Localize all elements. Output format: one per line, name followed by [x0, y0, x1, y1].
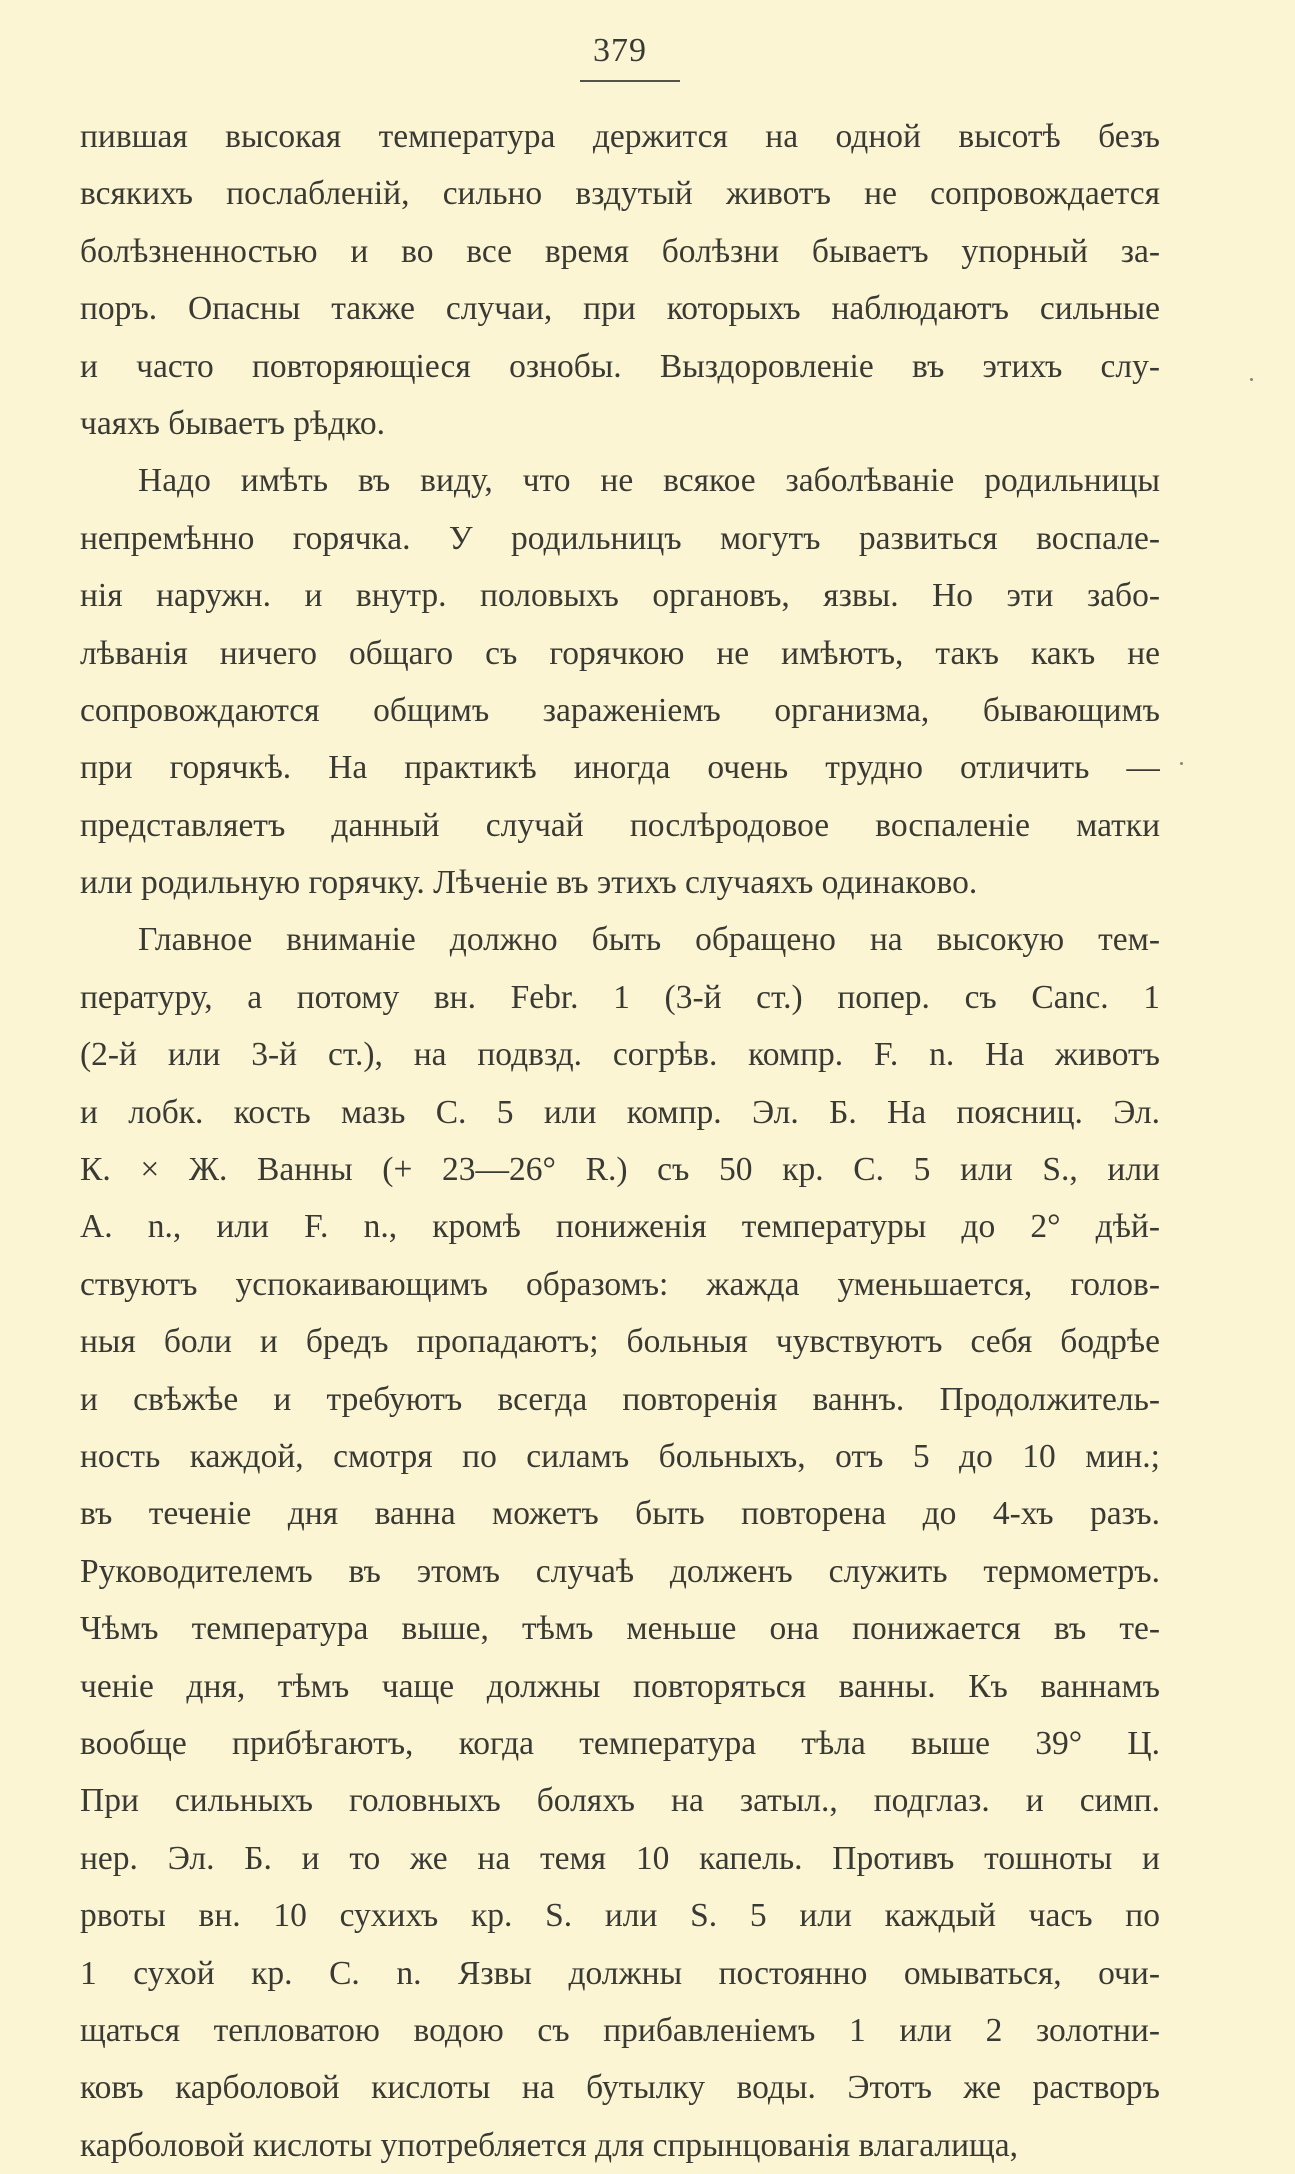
page-number: 379	[593, 32, 647, 69]
text-line: ковъ карболовой кислоты на бутылку воды. Этотъ же растворъ	[80, 2069, 1160, 2107]
text-line: непремѣнно горячка. У родильницъ могутъ развиться воспале-	[80, 519, 1160, 557]
text-line: и свѣжѣе и требуютъ всегда повторенія ваннъ. Продолжитель-	[80, 1380, 1160, 1418]
text-line: поръ. Опасны также случаи, при которыхъ наблюдаютъ сильные	[80, 290, 1160, 328]
header-rule	[580, 80, 680, 82]
body-text	[80, 108, 1160, 2174]
text-line: Руководителемъ въ этомъ случаѣ долженъ служить термометръ.	[80, 1552, 1160, 1590]
text-line: въ теченіе дня ванна можетъ быть повторена до 4-хъ разъ.	[80, 1495, 1160, 1533]
text-line: вообще прибѣгаютъ, когда температура тѣла выше 39° Ц.	[80, 1724, 1160, 1762]
paper-speck	[1180, 762, 1183, 765]
text-line: пившая высокая температура держится на одной высотѣ безъ	[80, 118, 1160, 155]
text-line: и часто повторяющіеся ознобы. Выздоровленіе въ этихъ слу-	[80, 347, 1160, 385]
text-line: нер. Эл. Б. и то же на темя 10 капель. Противъ тошноты и	[80, 1839, 1160, 1877]
text-line: При сильныхъ головныхъ боляхъ на затыл., подглаз. и симп.	[80, 1782, 1160, 1820]
text-line: ность каждой, смотря по силамъ больныхъ, отъ 5 до 10 мин.;	[80, 1437, 1160, 1475]
text-line: карболовой кислоты употребляется для спрынцованія влагалища,	[80, 2126, 1019, 2164]
paragraph-first-line: Надо имѣть въ виду, что не всякое заболѣваніе родильницы	[138, 462, 1160, 500]
text-line: щаться тепловатою водою съ прибавленіемъ 1 или 2 золотни-	[80, 2011, 1160, 2049]
text-line: пературу, а потому вн. Febr. 1 (3-й ст.) попер. съ Canc. 1	[80, 978, 1160, 1016]
paper-speck	[1250, 378, 1253, 381]
text-line: ченіе дня, тѣмъ чаще должны повторяться ванны. Къ ваннамъ	[80, 1667, 1160, 1705]
text-line: Чѣмъ температура выше, тѣмъ меньше она понижается въ те-	[80, 1610, 1160, 1648]
text-line: К. × Ж. Ванны (+ 23—26° R.) съ 50 кр. С. 5 или S., или	[80, 1151, 1160, 1189]
text-line: при горячкѣ. На практикѣ иногда очень трудно отличить —	[80, 749, 1160, 787]
text-line: ствуютъ успокаивающимъ образомъ: жажда уменьшается, голов-	[80, 1265, 1160, 1303]
text-line: или родильную горячку. Лѣченіе въ этихъ случаяхъ одинаково.	[80, 864, 978, 902]
text-line: сопровождаются общимъ зараженіемъ организма, бывающимъ	[80, 691, 1160, 729]
text-line: (2-й или 3-й ст.), на подвзд. согрѣв. компр. F. n. На животъ	[80, 1036, 1160, 1074]
text-line: ныя боли и бредъ пропадаютъ; больныя чувствуютъ себя бодрѣе	[80, 1323, 1160, 1361]
text-line: рвоты вн. 10 сухихъ кр. S. или S. 5 или каждый часъ по	[80, 1897, 1160, 1935]
text-line: 1 сухой кр. С. n. Язвы должны постоянно омываться, очи-	[80, 1954, 1160, 1992]
text-line: и лобк. кость мазь С. 5 или компр. Эл. Б. На поясниц. Эл.	[80, 1093, 1160, 1131]
text-line: чаяхъ бываетъ рѣдко.	[80, 404, 385, 442]
text-line: всякихъ послабленій, сильно вздутый животъ не сопровождается	[80, 175, 1160, 213]
paragraph-first-line: Главное вниманіе должно быть обращено на высокую тем-	[138, 921, 1160, 959]
text-line: нія наружн. и внутр. половыхъ органовъ, язвы. Но эти забо-	[80, 577, 1160, 615]
text-line: представляетъ данный случай послѣродовое воспаленіе матки	[80, 806, 1160, 844]
text-line: А. n., или F. n., кромѣ пониженія температуры до 2° дѣй-	[80, 1208, 1160, 1246]
text-line: лѣванія ничего общаго съ горячкою не имѣютъ, такъ какъ не	[80, 634, 1160, 672]
text-line: болѣзненностью и во все время болѣзни бываетъ упорный за-	[80, 232, 1160, 270]
